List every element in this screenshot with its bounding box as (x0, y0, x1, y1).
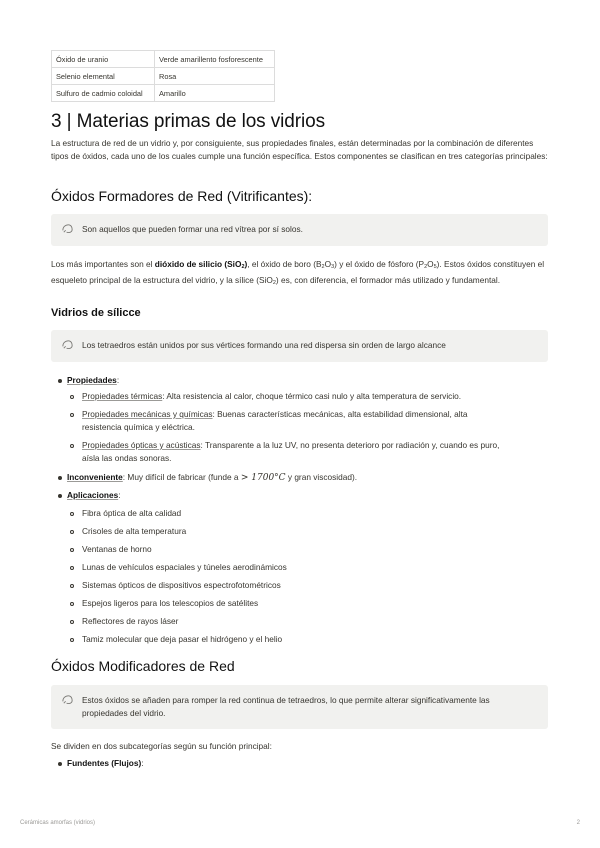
list-item-termicas: Propiedades térmicas: Alta resistencia al calor, choque térmico casi nulo y alta temperatura de servicio. (82, 391, 462, 401)
list-item-mecanicas: Propiedades mecánicas y químicas: Buenas características mecánicas, alta estabilidad dimensional, alta resistencia química y eléctrica. (82, 409, 468, 432)
bullet-icon (70, 566, 74, 570)
list-item-propiedades: Propiedades: (67, 375, 120, 385)
page-number: 2 (576, 820, 580, 826)
list-item: Espejos ligeros para los telescopios de satélites (82, 598, 259, 608)
list-item-fundentes: Fundentes (Flujos): (67, 758, 144, 768)
bullet-icon (70, 444, 74, 448)
list-item: Sistemas ópticos de dispositivos espectrofotométricos (82, 580, 281, 590)
bullet-icon (70, 530, 74, 534)
bullet-icon (58, 476, 62, 480)
bullet-icon (70, 548, 74, 552)
list-item-inconveniente: Inconveniente: Muy difícil de fabricar (funde a > 1700°C y gran viscosidad). (67, 472, 358, 483)
bullet-icon (70, 638, 74, 642)
sparkle-icon (61, 222, 74, 235)
table-cell: Rosa (155, 68, 275, 85)
callout-text: Son aquellos que pueden formar una red vítrea por sí solos. (82, 224, 303, 234)
bullet-icon (70, 413, 74, 417)
bullet-icon (58, 762, 62, 766)
list-item: Tamiz molecular que deja pasar el hidrógeno y el helio (82, 634, 283, 644)
callout-silice (51, 330, 548, 362)
footer-title: Cerámicas amorfas (vidrios) (20, 820, 96, 826)
bullet-icon (58, 494, 62, 498)
modificadores-intro: Se dividen en dos subcategorías según su función principal: (51, 741, 272, 751)
callout-text: Los tetraedros están unidos por sus vértices formando una red dispersa sin orden de largo alcance (82, 340, 446, 350)
color-table (51, 50, 275, 102)
table-cell: Selenio elemental (52, 68, 155, 85)
sparkle-icon (61, 338, 74, 351)
table-cell: Amarillo (155, 85, 275, 102)
modificadores-heading: Óxidos Modificadores de Red (51, 658, 235, 674)
bullet-icon (70, 584, 74, 588)
section-intro: La estructura de red de un vidrio y, por consiguiente, sus propiedades finales, están determinadas por la combinación de diferentes tipos de óxidos, cada uno de los cuales cumple una función específica. Estos componentes se clasifican en tres categorías principales: (51, 138, 548, 161)
silice-heading: Vidrios de sílicce (51, 307, 141, 319)
list-item-aplicaciones: Aplicaciones: (67, 490, 121, 500)
callout-formadores (51, 214, 548, 246)
table-row (52, 51, 275, 68)
list-item: Lunas de vehículos espaciales y túneles aerodinámicos (82, 562, 287, 572)
list-item: Fibra óptica de alta calidad (82, 508, 182, 518)
list-item: Ventanas de horno (82, 544, 152, 554)
callout-text: Estos óxidos se añaden para romper la red continua de tetraedros, lo que permite alterar significativamente las propiedades del vidrio. (82, 695, 490, 718)
callout-modificadores (51, 685, 548, 729)
list-item: Crisoles de alta temperatura (82, 526, 187, 536)
bullet-icon (58, 379, 62, 383)
table-cell: Verde amarillento fosforescente (155, 51, 275, 68)
bullet-icon (70, 512, 74, 516)
bullet-icon (70, 602, 74, 606)
list-item-opticas: Propiedades ópticas y acústicas: Transparente a la luz UV, no presenta deterioro por radiación y, cuando es puro, aísla las ondas sonoras. (82, 440, 500, 463)
bullet-icon (70, 395, 74, 399)
bullet-icon (70, 620, 74, 624)
sparkle-icon (61, 693, 74, 706)
formadores-heading: Óxidos Formadores de Red (Vitrificantes): (51, 188, 313, 204)
table-row (52, 68, 275, 85)
table-row (52, 85, 275, 102)
table-cell: Sulfuro de cadmio coloidal (52, 85, 155, 102)
section-heading: 3 | Materias primas de los vidrios (51, 111, 325, 132)
table-cell: Óxido de uranio (52, 51, 155, 68)
formadores-paragraph: Los más importantes son el dióxido de silicio (SiO$_2$), el óxido de boro $(B_2O_3)$ y el óxido de fósforo $(P_2O_5)$. Estos óxidos constituyen el esqueleto principal de la estructura del vidrio, y la sílice (SiO$_2$) es, con diferencia, el formador más utilizado y fundamental. (51, 259, 545, 286)
list-item: Reflectores de rayos láser (82, 616, 179, 626)
